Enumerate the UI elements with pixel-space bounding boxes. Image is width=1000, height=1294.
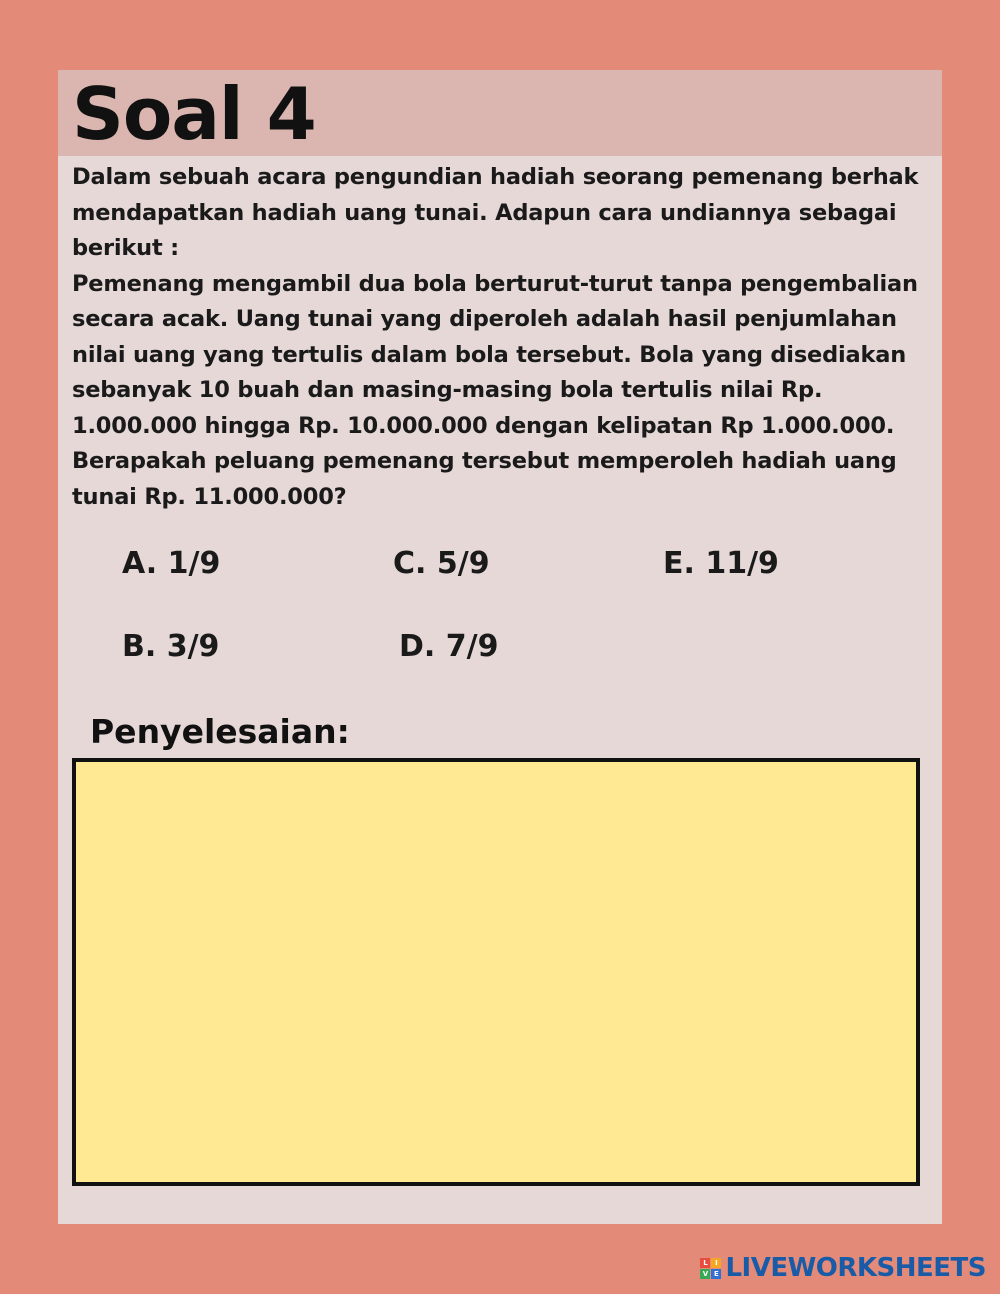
- logo-letter: L: [700, 1258, 710, 1268]
- logo-letter: V: [700, 1269, 710, 1279]
- logo-letter: I: [711, 1258, 721, 1268]
- option-a[interactable]: A. 1/9: [122, 546, 221, 581]
- option-d[interactable]: D. 7/9: [399, 629, 499, 664]
- title-bar: [58, 70, 942, 156]
- liveworksheets-brand: [700, 1253, 986, 1283]
- question-text: [72, 160, 940, 515]
- brand-text: LIVEWORKSHEETS: [725, 1253, 986, 1283]
- question-intro: Dalam sebuah acara pengundian hadiah seorang pemenang berhak mendapatkan hadiah uang tunai. Adapun cara undiannya sebagai berikut :: [72, 164, 919, 261]
- option-b[interactable]: B. 3/9: [122, 629, 220, 664]
- option-e[interactable]: E. 11/9: [663, 546, 779, 581]
- logo-letter: E: [711, 1269, 721, 1279]
- liveworksheets-logo-icon: [700, 1258, 721, 1279]
- worksheet-card: [58, 70, 942, 1224]
- answer-input[interactable]: [72, 758, 920, 1186]
- option-c[interactable]: C. 5/9: [393, 546, 490, 581]
- question-body: Pemenang mengambil dua bola berturut-turut tanpa pengembalian secara acak. Uang tunai yang diperoleh adalah hasil penjumlahan nilai uang yang tertulis dalam bola tersebut. Bola yang disediakan sebanyak 10 buah dan masing-masing bola tertulis nilai Rp. 1.000.000 hingga Rp. 10.000.000 dengan kelipatan Rp 1.000.000. Berapakah peluang pemenang tersebut memperoleh hadiah uang tunai Rp. 11.000.000?: [72, 270, 918, 510]
- solution-label: Penyelesaian:: [90, 712, 350, 751]
- page-title: Soal 4: [72, 72, 316, 156]
